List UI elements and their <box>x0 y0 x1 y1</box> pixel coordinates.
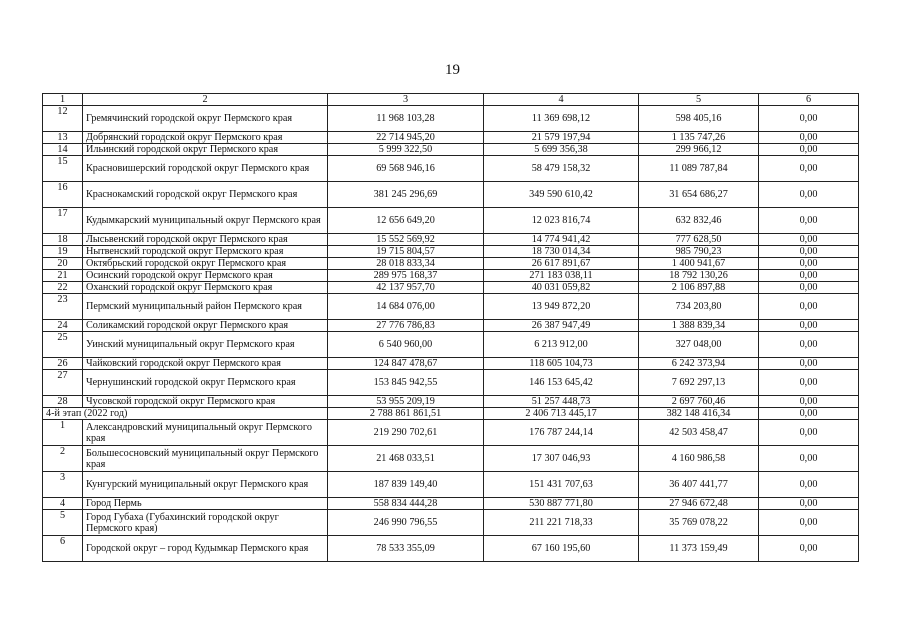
row-number: 3 <box>43 472 83 498</box>
value-col5: 27 946 672,48 <box>639 498 759 510</box>
table-row <box>43 294 859 320</box>
row-number: 16 <box>43 182 83 208</box>
value-col4: 17 307 046,93 <box>484 446 639 472</box>
value-col5: 1 400 941,67 <box>639 258 759 270</box>
value-col4: 14 774 941,42 <box>484 234 639 246</box>
value-col6: 0,00 <box>759 106 859 132</box>
row-number: 6 <box>43 536 83 562</box>
row-number: 15 <box>43 156 83 182</box>
municipality-name: Оханский городской округ Пермского края <box>83 282 328 294</box>
value-col5: 11 089 787,84 <box>639 156 759 182</box>
value-col4: 18 730 014,34 <box>484 246 639 258</box>
value-col5: 1 135 747,26 <box>639 132 759 144</box>
stage-row <box>43 408 859 420</box>
column-header: 2 <box>83 94 328 106</box>
value-col5: 31 654 686,27 <box>639 182 759 208</box>
value-col6: 0,00 <box>759 472 859 498</box>
table-row <box>43 144 859 156</box>
value-col4: 211 221 718,33 <box>484 510 639 536</box>
column-header: 6 <box>759 94 859 106</box>
value-col4: 67 160 195,60 <box>484 536 639 562</box>
value-col6: 0,00 <box>759 332 859 358</box>
row-number: 24 <box>43 320 83 332</box>
value-col6: 0,00 <box>759 370 859 396</box>
stage-label: 4-й этап (2022 год) <box>43 408 328 420</box>
value-col3: 246 990 796,55 <box>328 510 484 536</box>
municipality-name: Гремячинский городской округ Пермского края <box>83 106 328 132</box>
table-row <box>43 270 859 282</box>
municipality-name: Кудымкарский муниципальный округ Пермского края <box>83 208 328 234</box>
row-number: 20 <box>43 258 83 270</box>
value-col4: 58 479 158,32 <box>484 156 639 182</box>
value-col3: 28 018 833,34 <box>328 258 484 270</box>
value-col5: 36 407 441,77 <box>639 472 759 498</box>
municipality-name: Город Губаха (Губахинский городской округ Пермского края) <box>83 510 328 536</box>
value-col5: 11 373 159,49 <box>639 536 759 562</box>
municipality-name: Соликамский городской округ Пермского края <box>83 320 328 332</box>
value-col4: 40 031 059,82 <box>484 282 639 294</box>
value-col5: 2 697 760,46 <box>639 396 759 408</box>
row-number: 22 <box>43 282 83 294</box>
value-col6: 0,00 <box>759 396 859 408</box>
municipality-name: Осинский городской округ Пермского края <box>83 270 328 282</box>
table-row <box>43 156 859 182</box>
row-number: 26 <box>43 358 83 370</box>
row-number: 28 <box>43 396 83 408</box>
value-col3: 153 845 942,55 <box>328 370 484 396</box>
table-row <box>43 446 859 472</box>
municipality-name: Добрянский городской округ Пермского края <box>83 132 328 144</box>
value-col4: 530 887 771,80 <box>484 498 639 510</box>
value-col6: 0,00 <box>759 258 859 270</box>
table-row <box>43 106 859 132</box>
value-col6: 0,00 <box>759 294 859 320</box>
column-header: 5 <box>639 94 759 106</box>
row-number: 14 <box>43 144 83 156</box>
municipality-name: Лысьвенский городской округ Пермского края <box>83 234 328 246</box>
value-col4: 51 257 448,73 <box>484 396 639 408</box>
value-col5: 327 048,00 <box>639 332 759 358</box>
value-col5: 42 503 458,47 <box>639 420 759 446</box>
value-col3: 124 847 478,67 <box>328 358 484 370</box>
table-row <box>43 472 859 498</box>
table-row <box>43 258 859 270</box>
value-col6: 0,00 <box>759 358 859 370</box>
row-number: 13 <box>43 132 83 144</box>
value-col3: 78 533 355,09 <box>328 536 484 562</box>
table-row <box>43 420 859 446</box>
municipality-name: Александровский муниципальный округ Пермского края <box>83 420 328 446</box>
value-col5: 35 769 078,22 <box>639 510 759 536</box>
table-row <box>43 332 859 358</box>
table-row <box>43 498 859 510</box>
municipality-name: Октябрьский городской округ Пермского края <box>83 258 328 270</box>
value-col3: 12 656 649,20 <box>328 208 484 234</box>
municipality-name: Нытвенский городской округ Пермского края <box>83 246 328 258</box>
municipality-name: Уинский муниципальный округ Пермского края <box>83 332 328 358</box>
value-col5: 2 106 897,88 <box>639 282 759 294</box>
municipality-name: Чернушинский городской округ Пермского края <box>83 370 328 396</box>
table-row <box>43 208 859 234</box>
row-number: 23 <box>43 294 83 320</box>
value-col3: 5 999 322,50 <box>328 144 484 156</box>
municipality-name: Город Пермь <box>83 498 328 510</box>
value-col5: 4 160 986,58 <box>639 446 759 472</box>
page-number: 19 <box>445 62 460 78</box>
value-col4: 26 387 947,49 <box>484 320 639 332</box>
value-col3: 69 568 946,16 <box>328 156 484 182</box>
value-col4: 349 590 610,42 <box>484 182 639 208</box>
table-row <box>43 536 859 562</box>
value-col5: 598 405,16 <box>639 106 759 132</box>
value-col5: 632 832,46 <box>639 208 759 234</box>
value-col6: 0,00 <box>759 156 859 182</box>
column-header: 3 <box>328 94 484 106</box>
value-col3: 42 137 957,70 <box>328 282 484 294</box>
value-col4: 5 699 356,38 <box>484 144 639 156</box>
table-row <box>43 182 859 208</box>
row-number: 17 <box>43 208 83 234</box>
value-col4: 271 183 038,11 <box>484 270 639 282</box>
value-col6: 0,00 <box>759 144 859 156</box>
table-row <box>43 510 859 536</box>
value-col5: 985 790,23 <box>639 246 759 258</box>
row-number: 2 <box>43 446 83 472</box>
row-number: 25 <box>43 332 83 358</box>
stage-total-c3: 2 788 861 861,51 <box>328 408 484 420</box>
value-col3: 187 839 149,40 <box>328 472 484 498</box>
row-number: 4 <box>43 498 83 510</box>
value-col3: 53 955 209,19 <box>328 396 484 408</box>
value-col3: 289 975 168,37 <box>328 270 484 282</box>
value-col5: 734 203,80 <box>639 294 759 320</box>
value-col3: 11 968 103,28 <box>328 106 484 132</box>
value-col5: 18 792 130,26 <box>639 270 759 282</box>
column-header: 1 <box>43 94 83 106</box>
value-col4: 11 369 698,12 <box>484 106 639 132</box>
data-table <box>42 93 859 562</box>
municipality-name: Большесосновский муниципальный округ Пермского края <box>83 446 328 472</box>
value-col6: 0,00 <box>759 320 859 332</box>
value-col3: 219 290 702,61 <box>328 420 484 446</box>
value-col4: 13 949 872,20 <box>484 294 639 320</box>
value-col4: 146 153 645,42 <box>484 370 639 396</box>
value-col5: 7 692 297,13 <box>639 370 759 396</box>
value-col3: 558 834 444,28 <box>328 498 484 510</box>
municipality-name: Чайковский городской округ Пермского края <box>83 358 328 370</box>
value-col4: 26 617 891,67 <box>484 258 639 270</box>
value-col6: 0,00 <box>759 536 859 562</box>
value-col3: 21 468 033,51 <box>328 446 484 472</box>
value-col4: 176 787 244,14 <box>484 420 639 446</box>
table-row <box>43 320 859 332</box>
value-col6: 0,00 <box>759 246 859 258</box>
value-col6: 0,00 <box>759 282 859 294</box>
municipality-name: Красновишерский городской округ Пермского края <box>83 156 328 182</box>
table-row <box>43 132 859 144</box>
value-col4: 6 213 912,00 <box>484 332 639 358</box>
table-row <box>43 396 859 408</box>
stage-total-c4: 2 406 713 445,17 <box>484 408 639 420</box>
municipality-name: Городской округ – город Кудымкар Пермского края <box>83 536 328 562</box>
value-col3: 381 245 296,69 <box>328 182 484 208</box>
municipality-name: Чусовской городской округ Пермского края <box>83 396 328 408</box>
value-col4: 151 431 707,63 <box>484 472 639 498</box>
row-number: 21 <box>43 270 83 282</box>
table-row <box>43 282 859 294</box>
row-number: 19 <box>43 246 83 258</box>
stage-total-c6: 0,00 <box>759 408 859 420</box>
value-col3: 6 540 960,00 <box>328 332 484 358</box>
value-col6: 0,00 <box>759 270 859 282</box>
row-number: 18 <box>43 234 83 246</box>
row-number: 1 <box>43 420 83 446</box>
value-col3: 15 552 569,92 <box>328 234 484 246</box>
value-col6: 0,00 <box>759 510 859 536</box>
value-col6: 0,00 <box>759 182 859 208</box>
table-row <box>43 358 859 370</box>
value-col3: 27 776 786,83 <box>328 320 484 332</box>
value-col6: 0,00 <box>759 132 859 144</box>
stage-total-c5: 382 148 416,34 <box>639 408 759 420</box>
row-number: 5 <box>43 510 83 536</box>
municipality-name: Пермский муниципальный район Пермского края <box>83 294 328 320</box>
column-header: 4 <box>484 94 639 106</box>
value-col6: 0,00 <box>759 420 859 446</box>
value-col4: 12 023 816,74 <box>484 208 639 234</box>
value-col4: 21 579 197,94 <box>484 132 639 144</box>
row-number: 12 <box>43 106 83 132</box>
value-col6: 0,00 <box>759 498 859 510</box>
value-col5: 299 966,12 <box>639 144 759 156</box>
value-col5: 6 242 373,94 <box>639 358 759 370</box>
value-col3: 14 684 076,00 <box>328 294 484 320</box>
table-body <box>43 94 859 562</box>
row-number: 27 <box>43 370 83 396</box>
value-col4: 118 605 104,73 <box>484 358 639 370</box>
municipality-name: Краснокамский городской округ Пермского края <box>83 182 328 208</box>
value-col6: 0,00 <box>759 208 859 234</box>
value-col5: 777 628,50 <box>639 234 759 246</box>
value-col6: 0,00 <box>759 446 859 472</box>
value-col5: 1 388 839,34 <box>639 320 759 332</box>
value-col6: 0,00 <box>759 234 859 246</box>
table-row <box>43 246 859 258</box>
table-row <box>43 234 859 246</box>
value-col3: 19 715 804,57 <box>328 246 484 258</box>
municipality-name: Кунгурский муниципальный округ Пермского края <box>83 472 328 498</box>
value-col3: 22 714 945,20 <box>328 132 484 144</box>
table-header-row <box>43 94 859 106</box>
table-row <box>43 370 859 396</box>
municipality-name: Ильинский городской округ Пермского края <box>83 144 328 156</box>
